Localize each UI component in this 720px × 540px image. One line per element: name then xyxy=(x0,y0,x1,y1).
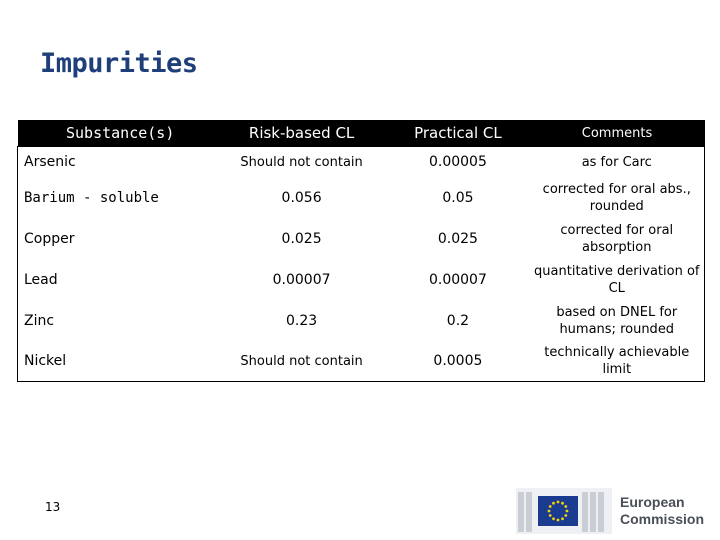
cell-practical: 0.025 xyxy=(437,230,478,247)
cell-comment: based on DNEL for humans; rounded xyxy=(556,304,678,337)
eu-star-icon xyxy=(552,502,555,505)
eu-flag-icon xyxy=(538,496,578,526)
eu-star-icon xyxy=(557,519,560,522)
cell-comment: corrected for oral absorption xyxy=(560,222,674,255)
table-row xyxy=(18,341,705,382)
eu-star-icon xyxy=(549,514,552,517)
eu-star-icon xyxy=(557,501,560,504)
table-row xyxy=(18,147,705,178)
logo-line-european: European xyxy=(620,494,685,510)
eu-star-icon xyxy=(564,505,567,508)
table-row xyxy=(18,218,705,259)
table-row xyxy=(18,259,705,300)
cell-comment: quantitative derivation of CL xyxy=(534,263,700,296)
cell-risk: 0.00007 xyxy=(272,271,331,288)
cell-risk: 0.025 xyxy=(281,230,322,247)
eu-star-icon xyxy=(549,505,552,508)
cell-risk: 0.056 xyxy=(281,189,322,206)
cell-comment: corrected for oral abs., rounded xyxy=(542,181,691,214)
cell-substance: Lead xyxy=(24,271,58,288)
cell-substance: Zinc xyxy=(24,312,55,329)
cell-substance: Arsenic xyxy=(24,154,76,170)
header-substance: Substance(s) xyxy=(18,120,217,147)
cell-practical: 0.05 xyxy=(442,189,474,206)
cell-practical: 0.0005 xyxy=(433,353,483,369)
cell-substance: Nickel xyxy=(24,353,67,369)
cell-substance: Copper xyxy=(24,230,75,247)
page-number: 13 xyxy=(45,500,61,514)
table-row xyxy=(18,300,705,341)
cell-risk: Should not contain xyxy=(240,154,363,170)
eu-star-icon xyxy=(548,510,551,513)
eu-star-icon xyxy=(564,514,567,517)
eu-star-icon xyxy=(561,502,564,505)
cell-substance: Barium - soluble xyxy=(24,189,159,206)
table-row xyxy=(18,177,705,218)
eu-star-icon xyxy=(566,510,569,513)
cell-risk: Should not contain xyxy=(240,353,363,369)
header-practical-cl: Practical CL xyxy=(386,120,529,147)
cell-comment: as for Carc xyxy=(581,154,652,170)
header-comments: Comments xyxy=(530,120,705,147)
cell-practical: 0.2 xyxy=(446,312,470,329)
european-commission-logo xyxy=(516,488,716,534)
cell-risk: 0.23 xyxy=(286,312,318,329)
slide-title: Impurities xyxy=(40,48,198,79)
table-header-row xyxy=(18,120,705,147)
impurities-table xyxy=(17,120,705,382)
header-risk-based-cl: Risk-based CL xyxy=(217,120,386,147)
cell-practical: 0.00005 xyxy=(428,154,487,170)
cell-practical: 0.00007 xyxy=(428,271,487,288)
eu-star-icon xyxy=(561,517,564,520)
cell-comment: technically achievable limit xyxy=(544,345,690,377)
eu-star-icon xyxy=(552,517,555,520)
logo-line-commission: Commission xyxy=(620,511,705,527)
